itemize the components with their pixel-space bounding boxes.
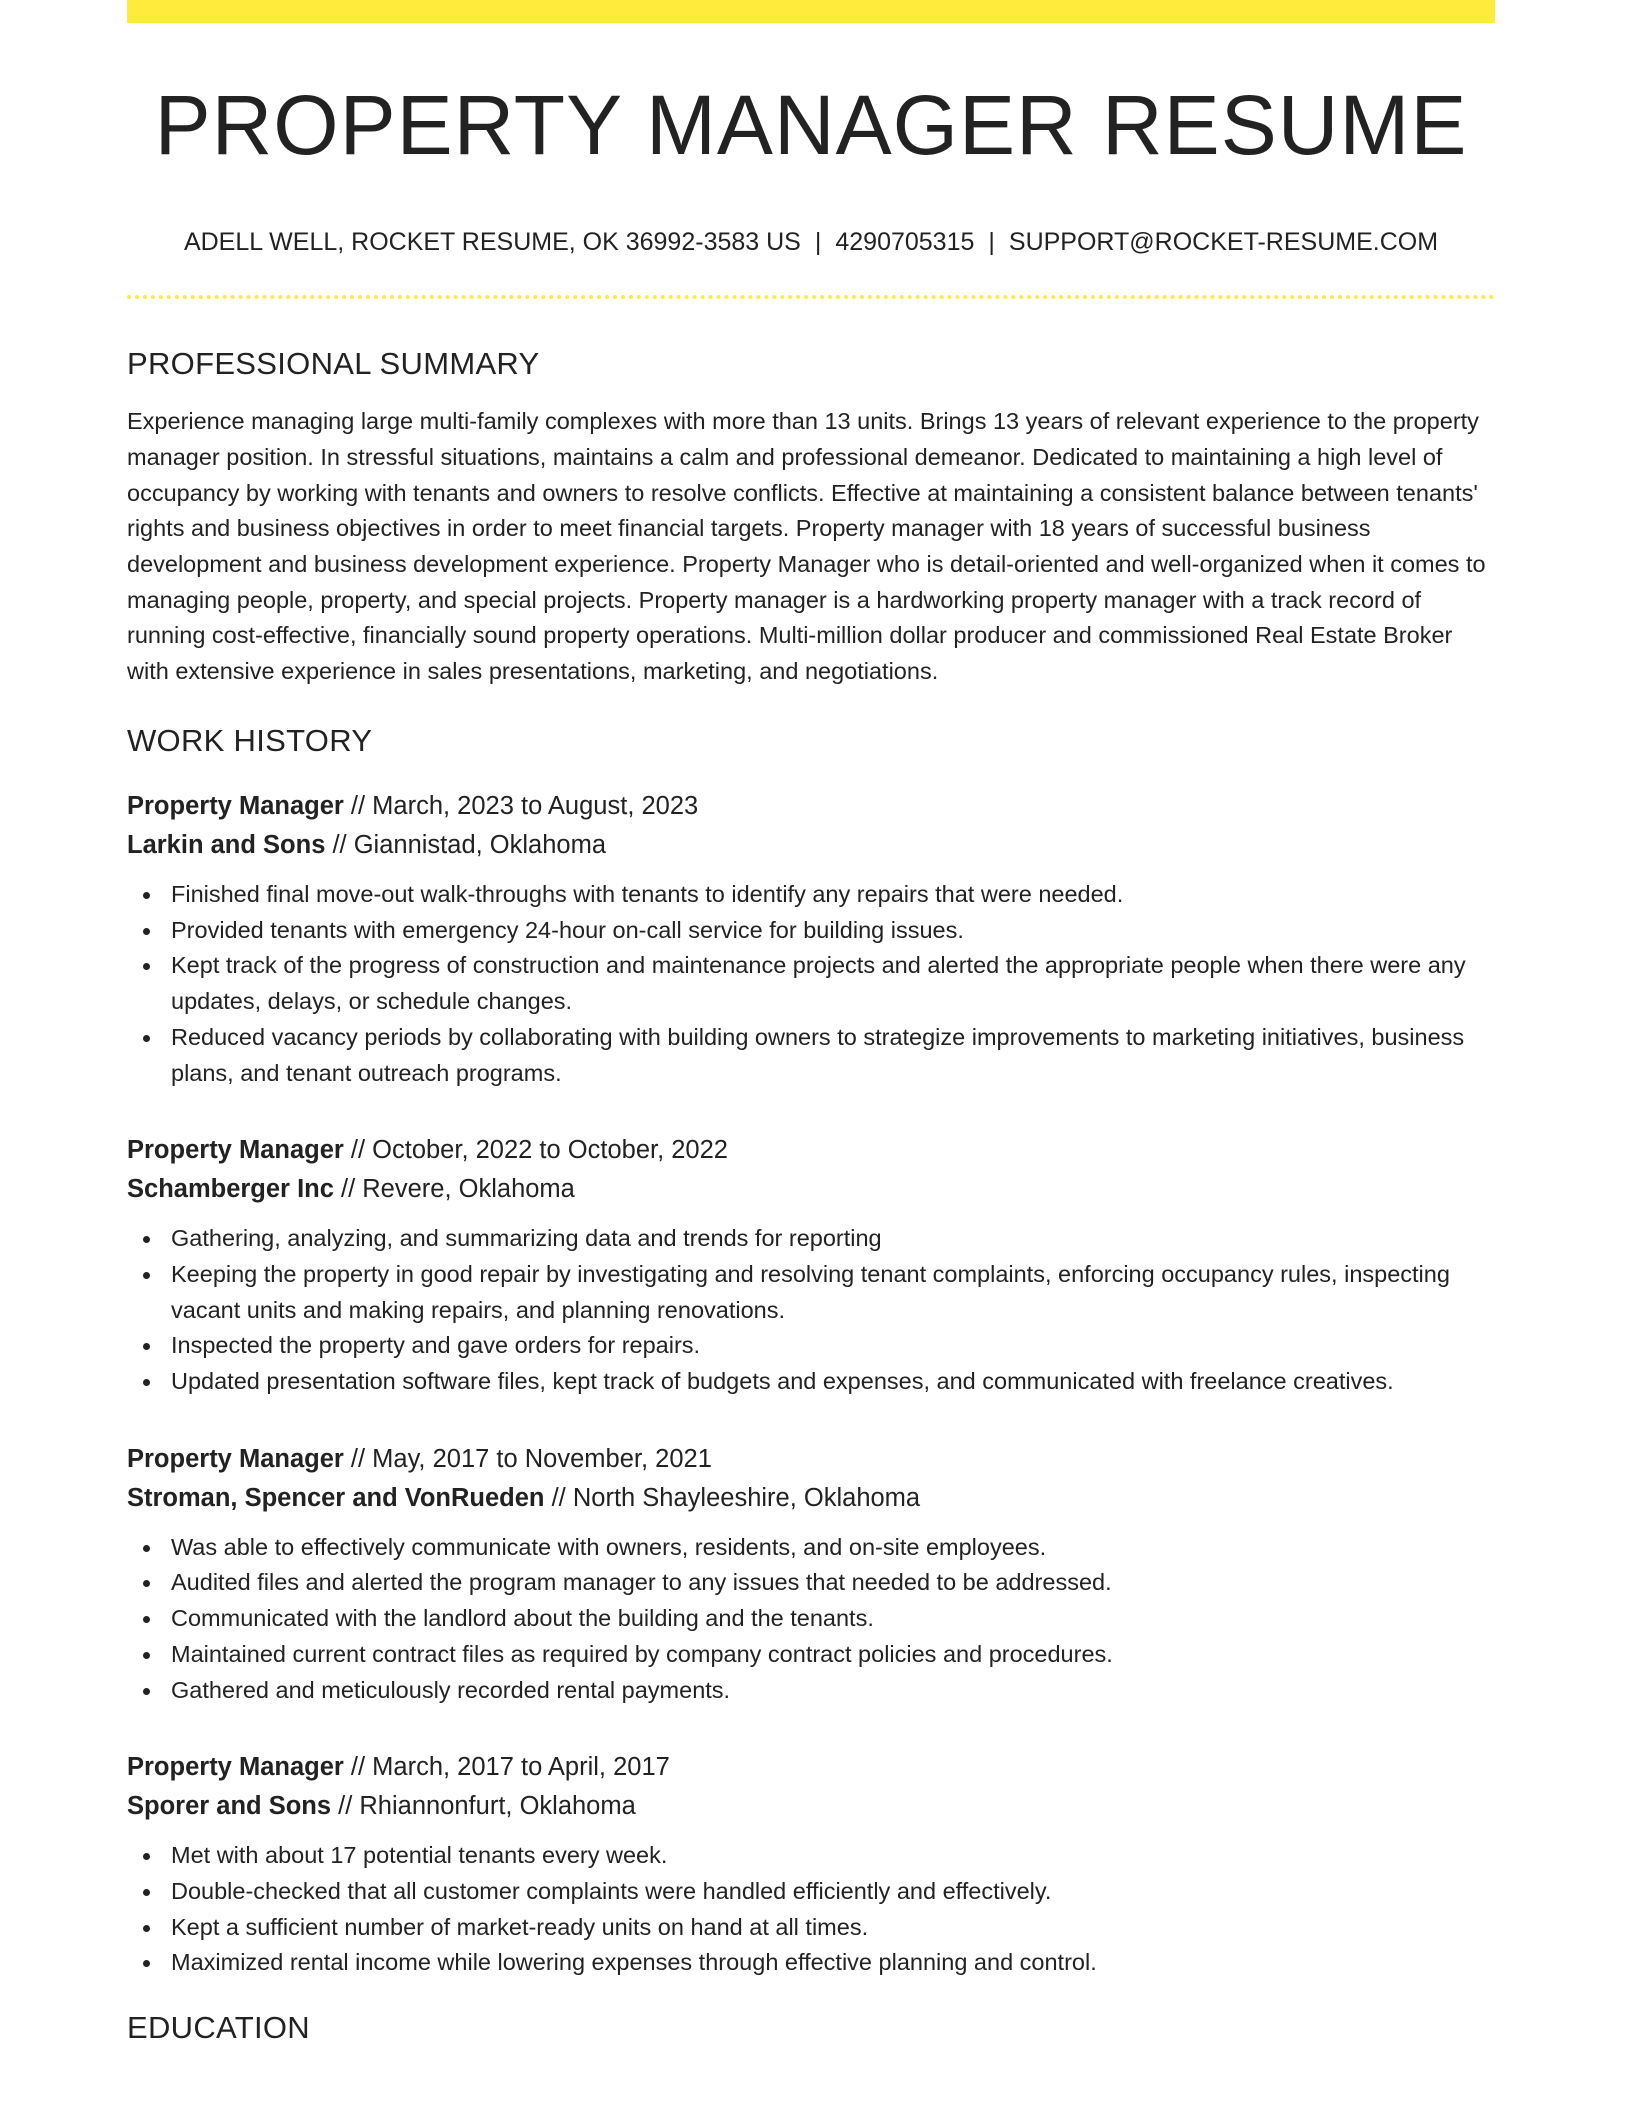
job-title: Property Manager xyxy=(127,1444,344,1473)
job-title: Property Manager xyxy=(127,1136,344,1165)
page-title: PROPERTY MANAGER RESUME xyxy=(154,78,1468,172)
job-bullet: Kept a sufficient number of market-ready units on hand at all times. xyxy=(127,1910,1495,1946)
job-location: // Rhiannonfurt, Oklahoma xyxy=(331,1792,636,1821)
contact-line xyxy=(127,227,1495,257)
job-bullet: Finished final move-out walk-throughs with tenants to identify any repairs that were needed. xyxy=(127,877,1495,913)
job-company: Stroman, Spencer and VonRueden xyxy=(127,1483,545,1512)
job-dates: // March, 2017 to April, 2017 xyxy=(343,1753,670,1782)
job-bullet: Updated presentation software files, kept track of budgets and expenses, and communicated with freelance creatives. xyxy=(127,1364,1495,1400)
job-entry xyxy=(127,1131,1495,1400)
job-entry xyxy=(127,787,1495,1091)
education-heading: EDUCATION xyxy=(127,2010,310,2046)
dotted-divider xyxy=(127,295,1495,299)
resume-page xyxy=(127,0,1495,2046)
job-entry xyxy=(127,1748,1495,1981)
job-bullet: Audited files and alerted the program manager to any issues that needed to be addressed. xyxy=(127,1565,1495,1601)
job-bullet: Maintained current contract files as required by company contract policies and procedures. xyxy=(127,1637,1495,1673)
job-company: Larkin and Sons xyxy=(127,831,326,859)
job-bullet: Provided tenants with emergency 24-hour on-call service for building issues. xyxy=(127,913,1495,949)
work-history-heading: WORK HISTORY xyxy=(127,722,373,758)
job-bullet: Met with about 17 potential tenants every week. xyxy=(127,1838,1495,1874)
job-bullet: Inspected the property and gave orders for repairs. xyxy=(127,1328,1495,1364)
job-company-line xyxy=(127,826,1495,865)
job-bullet: Maximized rental income while lowering expenses through effective planning and control. xyxy=(127,1945,1495,1981)
job-title: Property Manager xyxy=(127,1753,344,1782)
job-title: Property Manager xyxy=(127,792,344,820)
job-bullet: Gathered and meticulously recorded rental payments. xyxy=(127,1673,1495,1709)
job-bullet: Kept track of the progress of construction and maintenance projects and alerted the appropriate people when there were any updates, delays, or schedule changes. xyxy=(127,948,1495,1019)
contact-phone: 4290705315 xyxy=(835,228,975,256)
job-company-line xyxy=(127,1170,1495,1209)
job-company: Schamberger Inc xyxy=(127,1175,334,1204)
job-bullets xyxy=(127,1530,1495,1709)
job-title-line xyxy=(127,1748,1495,1787)
job-location: // Revere, Oklahoma xyxy=(333,1175,575,1204)
job-dates: // October, 2022 to October, 2022 xyxy=(343,1136,728,1165)
job-entry xyxy=(127,1440,1495,1709)
job-company: Sporer and Sons xyxy=(127,1792,332,1821)
job-dates: // March, 2023 to August, 2023 xyxy=(343,792,699,820)
top-accent-bar xyxy=(127,0,1495,23)
job-location: // North Shayleeshire, Oklahoma xyxy=(544,1483,921,1512)
job-bullets xyxy=(127,877,1495,1091)
job-bullets xyxy=(127,1221,1495,1400)
job-bullet: Keeping the property in good repair by investigating and resolving tenant complaints, enforcing occupancy rules, inspecting vacant units and making repairs, and planning renovations. xyxy=(127,1257,1495,1328)
contact-email: SUPPORT@ROCKET-RESUME.COM xyxy=(1008,228,1439,256)
job-company-line xyxy=(127,1787,1495,1826)
summary-text: Experience managing large multi-family complexes with more than 13 units. Brings 13 years of relevant experience to the property manager position. In stressful situations, maintains a calm and professional demeanor. Dedicated to maintaining a high level of occupancy by working with tenants and owners to resolve conflicts. Effective at maintaining a consistent balance between tenants' rights and business objectives in order to meet financial targets. Property manager with 18 years of successful business development and business development experience. Property Manager who is detail-oriented and well-organized when it comes to managing people, property, and special projects. Property manager is a hardworking property manager with a track record of running cost-effective, financially sound property operations. Multi-million dollar producer and commissioned Real Estate Broker with extensive experience in sales presentations, marketing, and negotiations. xyxy=(127,408,1486,685)
job-location: // Giannistad, Oklahoma xyxy=(325,831,607,859)
job-bullet: Reduced vacancy periods by collaborating with building owners to strategize improvements to marketing initiatives, business plans, and tenant outreach programs. xyxy=(127,1020,1495,1091)
contact-address: ADELL WELL, ROCKET RESUME, OK 36992-3583 US xyxy=(183,228,801,256)
job-title-line xyxy=(127,1131,1495,1170)
job-title-line xyxy=(127,1440,1495,1479)
job-title-line xyxy=(127,787,1495,826)
summary-heading: PROFESSIONAL SUMMARY xyxy=(127,346,540,381)
contact-separator: | xyxy=(988,228,995,256)
job-dates: // May, 2017 to November, 2021 xyxy=(343,1444,712,1473)
job-bullet: Double-checked that all customer complaints were handled efficiently and effectively. xyxy=(127,1874,1495,1910)
job-bullets xyxy=(127,1838,1495,1981)
contact-separator: | xyxy=(814,228,822,256)
job-bullet: Was able to effectively communicate with owners, residents, and on-site employees. xyxy=(127,1530,1495,1566)
job-company-line xyxy=(127,1479,1495,1518)
job-bullet: Communicated with the landlord about the building and the tenants. xyxy=(127,1601,1495,1637)
job-bullet: Gathering, analyzing, and summarizing data and trends for reporting xyxy=(127,1221,1495,1257)
